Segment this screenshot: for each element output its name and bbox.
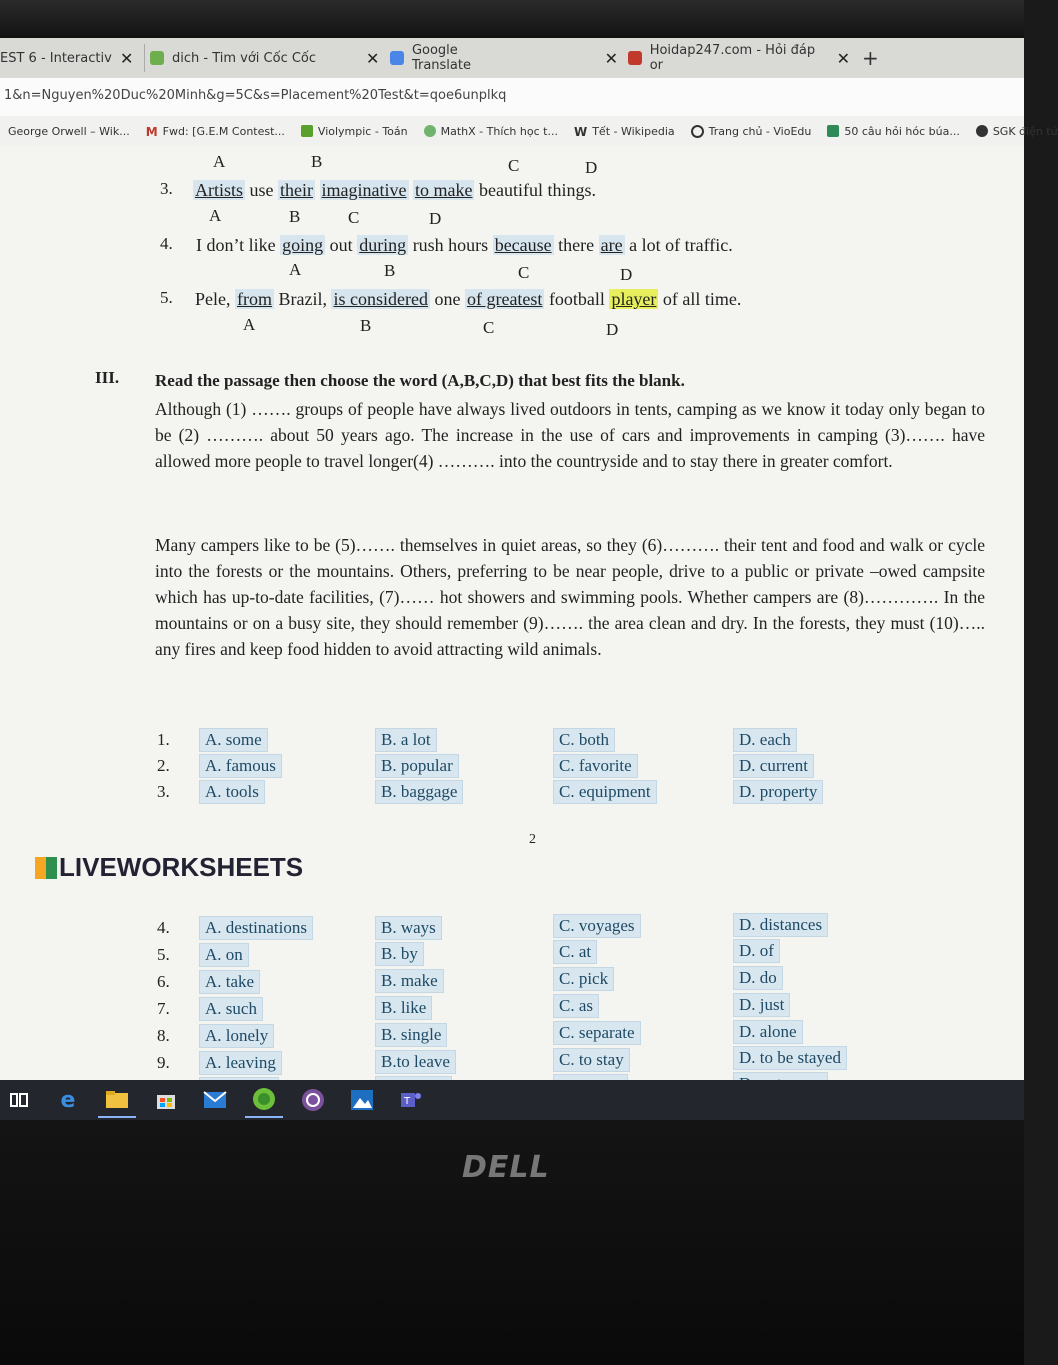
tab-divider — [144, 44, 145, 72]
bookmark-george-orwell[interactable] — [8, 125, 130, 138]
worksheet-page — [0, 146, 1024, 1080]
new-tab-button[interactable] — [862, 38, 882, 78]
page-number: 2 — [529, 832, 536, 847]
close-icon[interactable]: ✕ — [836, 48, 850, 68]
bookmark-sgk-dien-tu[interactable] — [976, 125, 1058, 138]
tab-google-translate[interactable] — [390, 38, 618, 78]
answer-letter: C — [348, 208, 360, 227]
option-d[interactable]: D. each — [733, 728, 797, 752]
windows-taskbar — [0, 1080, 1024, 1120]
question-number: 5. — [160, 288, 173, 307]
question-number: 3. — [160, 179, 173, 198]
sentence-text: one — [429, 289, 465, 309]
question-4-sentence — [196, 235, 733, 256]
section-number: III. — [95, 368, 120, 387]
answer-letter: A — [289, 260, 302, 279]
option-b[interactable]: B. make — [375, 969, 444, 993]
answer-letter: D — [429, 209, 442, 228]
answer-letter: C — [483, 318, 495, 337]
bookmark-mathx[interactable] — [424, 125, 558, 138]
tab-interactive-test[interactable] — [0, 38, 140, 78]
tab-bar — [0, 38, 1024, 78]
answer-letter: A — [213, 152, 226, 171]
option-c[interactable]: C. favorite — [553, 754, 638, 778]
option-b[interactable]: B. single — [375, 1023, 447, 1047]
option-d[interactable]: D. do — [733, 966, 783, 990]
monitor-bezel-top — [0, 0, 1024, 38]
tab-hoidap247[interactable] — [628, 38, 850, 78]
sentence-text: a lot of traffic. — [624, 235, 733, 255]
gmail-icon: M — [145, 125, 158, 139]
plus-icon: + — [862, 46, 879, 70]
sgk-icon — [976, 125, 988, 137]
dell-logo: DELL — [462, 1150, 550, 1185]
mathx-icon — [424, 125, 436, 137]
answer-letter: B — [360, 316, 372, 335]
answer-letter: C — [518, 263, 530, 282]
error-option-a[interactable]: Artists — [195, 180, 244, 200]
task-view-icon[interactable] — [0, 1083, 38, 1117]
option-c[interactable]: C. at — [553, 940, 597, 964]
option-c[interactable]: C. as — [553, 994, 599, 1018]
error-option-c[interactable]: because — [494, 235, 552, 255]
edge-icon[interactable]: e — [60, 1087, 76, 1113]
option-a[interactable]: A. such — [199, 997, 263, 1021]
error-option-a[interactable]: from — [237, 289, 272, 309]
error-option-d-selected[interactable]: player — [611, 289, 657, 309]
coccoc-favicon-icon — [150, 51, 164, 65]
option-d[interactable]: D. alone — [733, 1020, 803, 1044]
option-c[interactable]: C. voyages — [553, 914, 641, 938]
option-c[interactable]: C. separate — [553, 1021, 641, 1045]
option-d[interactable]: D. just — [733, 993, 790, 1017]
teams-icon[interactable] — [392, 1083, 430, 1117]
wikipedia-icon: W — [573, 125, 588, 139]
bookmark-violympic[interactable] — [301, 125, 408, 138]
sentence-text — [315, 180, 320, 200]
option-row-number: 4. — [157, 918, 170, 937]
liveworksheets-icon — [35, 857, 57, 879]
sentence-text: I don’t like — [196, 235, 281, 255]
sentence-text: of all time. — [658, 289, 742, 309]
error-option-d[interactable]: to make — [415, 180, 473, 200]
option-c[interactable]: C. pick — [553, 967, 614, 991]
bookmark-label: Violympic - Toán — [317, 124, 408, 138]
answer-letter: A — [209, 206, 222, 225]
option-b[interactable]: B. ways — [375, 916, 442, 940]
option-a[interactable]: A. some — [199, 728, 268, 752]
error-option-c[interactable]: of greatest — [466, 289, 543, 309]
file-explorer-icon[interactable] — [98, 1082, 136, 1118]
option-c[interactable]: C. to stay — [553, 1048, 630, 1072]
option-b[interactable]: B. a lot — [375, 728, 437, 752]
tab-label: EST 6 - Interactiv — [0, 50, 112, 66]
bookmark-gem-contest[interactable] — [146, 125, 285, 138]
bookmark-label: Tết - Wikipedia — [592, 124, 675, 138]
answer-letter: C — [508, 156, 520, 175]
brand-name: LIVEWORKSHEETS — [59, 852, 304, 882]
passage-paragraph-2: Many campers like to be (5)……. themselves in quiet areas, so they (6)………. their tent and food and walk or cycle into the forests or the mountains. Others, preferring to be near people, drive to a public or private –owed campsite which has up-to-date facilities, (7)…… hot showers and swimming pools. Whether campers are (8)…………. In the mountains or on a busy site, they should remember (9)……. the area clean and dry. In the forests, they must (10)….. any fires and keep food hidden to avoid attracting wild animals. — [155, 535, 985, 659]
photos-icon[interactable] — [343, 1083, 381, 1117]
option-d[interactable]: D. distances — [733, 913, 828, 937]
sentence-text: Brazil, — [274, 289, 332, 309]
bookmark-label: 50 câu hỏi hóc búa... — [844, 124, 960, 138]
option-c[interactable]: C. both — [553, 728, 615, 752]
error-option-c[interactable]: imaginative — [321, 180, 407, 200]
close-icon[interactable]: ✕ — [120, 48, 134, 68]
sentence-text: football — [544, 289, 610, 309]
option-row-number: 8. — [157, 1026, 170, 1045]
error-option-b[interactable]: is considered — [333, 289, 428, 309]
option-a[interactable]: A. on — [199, 943, 249, 967]
google-translate-icon — [390, 51, 404, 65]
option-d[interactable]: D. current — [733, 754, 814, 778]
sentence-text: beautiful things. — [474, 180, 596, 200]
option-d[interactable]: D. property — [733, 780, 823, 804]
svg-text:T: T — [404, 1096, 411, 1107]
option-d[interactable]: D. of — [733, 939, 780, 963]
violympic-icon — [301, 125, 313, 137]
address-bar[interactable] — [0, 78, 1024, 117]
hoidap-favicon-icon — [628, 51, 642, 65]
sentence-text: out — [325, 235, 358, 255]
option-b[interactable]: B. by — [375, 942, 424, 966]
option-b[interactable]: B. popular — [375, 754, 459, 778]
bookmark-label: SGK điện tử — [992, 124, 1058, 138]
tab-label: Hoidap247.com - Hỏi đáp or — [649, 43, 816, 73]
url-text[interactable]: 1&n=Nguyen%20Duc%20Minh&g=5C&s=Placement%20Test&t=qoe6unplkq — [4, 88, 507, 103]
option-a[interactable]: A. famous — [199, 754, 282, 778]
option-a[interactable]: A. lonely — [199, 1024, 274, 1048]
sentence-text: use — [245, 180, 279, 200]
option-b[interactable]: B. baggage — [375, 780, 463, 804]
answer-letter: D — [606, 320, 619, 339]
bookmark-label: Fwd: [G.E.M Contest... — [162, 124, 285, 138]
store-icon[interactable] — [147, 1083, 185, 1117]
option-row-number: 6. — [157, 972, 170, 991]
answer-letter: A — [243, 315, 256, 334]
bookmark-label: George Orwell – Wik... — [8, 124, 130, 138]
question-3-sentence — [193, 180, 596, 201]
option-row-number: 9. — [157, 1053, 170, 1072]
bookmarks-bar — [0, 116, 1058, 147]
option-row-number: 7. — [157, 999, 170, 1018]
option-d[interactable]: D. to be stayed — [733, 1046, 847, 1070]
option-row-number: 1. — [157, 730, 170, 749]
option-a[interactable]: A. tools — [199, 780, 265, 804]
answer-letter: B — [289, 207, 301, 226]
option-row-number: 2. — [157, 756, 170, 775]
section-instruction: Read the passage then choose the word (A,B,C,D) that best fits the blank. — [155, 371, 685, 390]
bookmark-label: Trang chủ - VioEdu — [708, 124, 812, 138]
option-b[interactable]: B.to leave — [375, 1050, 456, 1074]
close-icon[interactable]: ✕ — [604, 48, 618, 68]
bookmark-vioedu[interactable] — [691, 125, 812, 138]
option-a[interactable]: A. take — [199, 970, 260, 994]
option-a[interactable]: A. leaving — [199, 1051, 282, 1075]
tab-coccoc-search[interactable] — [150, 38, 382, 78]
option-row-number: 5. — [157, 945, 170, 964]
passage-paragraph-1: Although (1) ……. groups of people have always lived outdoors in tents, camping as we know it today only began to be (2) ………. about 50 years ago. The increase in the use of cars and improvements in camping (3)……. have allowed more people to travel longer(4) ………. into the countryside and to stay there in greater comfort. — [155, 399, 985, 471]
bookmark-50-cau-hoi[interactable] — [827, 125, 959, 138]
tab-label: dich - Tim với Cốc Cốc — [172, 50, 317, 66]
option-c[interactable]: C. equipment — [553, 780, 657, 804]
bookmark-label: MathX - Thích học t... — [440, 124, 558, 138]
error-option-b[interactable]: their — [280, 180, 314, 200]
option-row-number: 3. — [157, 782, 170, 801]
liveworksheets-logo — [35, 852, 303, 883]
sentence-text: there — [553, 235, 599, 255]
error-option-d[interactable]: are — [600, 235, 623, 255]
tab-label: Google Translate — [411, 43, 471, 73]
close-icon[interactable]: ✕ — [366, 48, 380, 68]
option-b[interactable]: B. like — [375, 996, 432, 1020]
sentence-text: Pele, — [195, 289, 235, 309]
answer-letter: D — [585, 158, 598, 177]
viber-icon[interactable] — [294, 1083, 332, 1117]
answer-letter: B — [384, 261, 396, 280]
coccoc-icon[interactable] — [245, 1082, 283, 1118]
error-option-a[interactable]: going — [282, 235, 324, 255]
screen — [0, 38, 1058, 1120]
mail-icon[interactable] — [196, 1083, 234, 1117]
question-5-sentence — [195, 289, 741, 310]
option-a[interactable]: A. destinations — [199, 916, 313, 940]
question-number: 4. — [160, 234, 173, 253]
error-option-b[interactable]: during — [359, 235, 407, 255]
home-icon — [827, 125, 839, 137]
sentence-text: rush hours — [408, 235, 493, 255]
answer-letter: D — [620, 265, 633, 284]
vioedu-icon — [691, 125, 704, 138]
answer-letter: B — [311, 152, 323, 171]
bookmark-tet-wikipedia[interactable] — [574, 125, 675, 138]
